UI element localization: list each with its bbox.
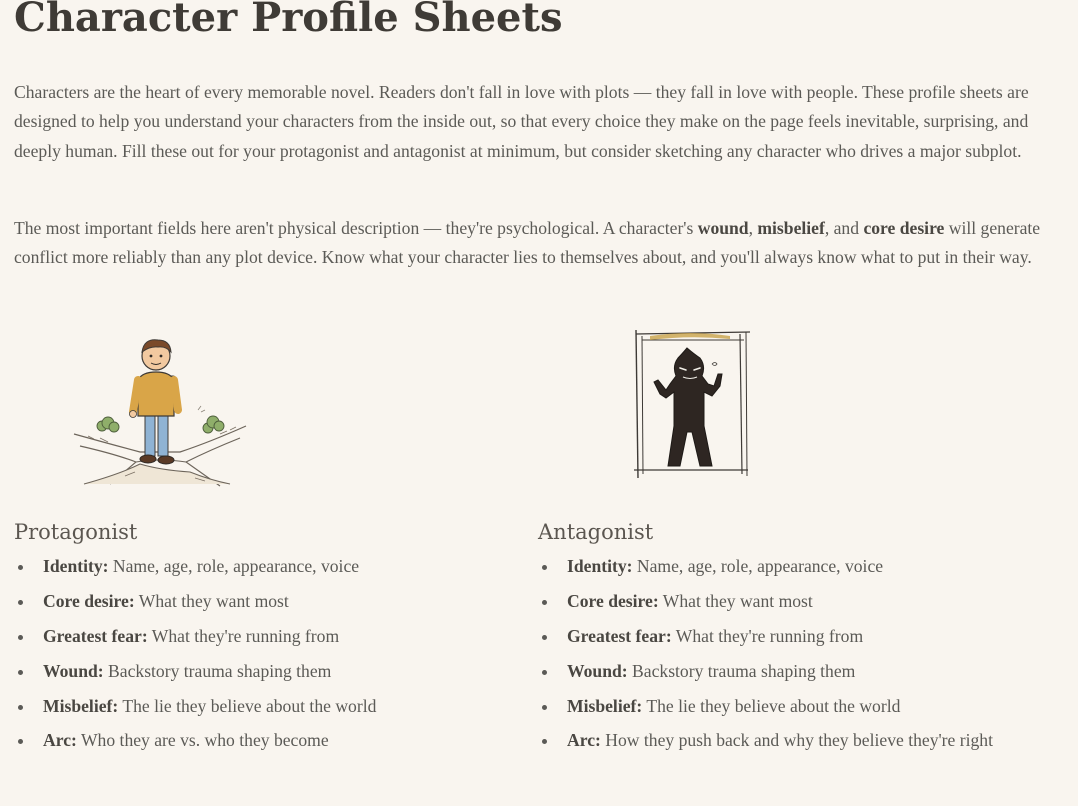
antagonist-heading: Antagonist (538, 520, 654, 544)
list-item (538, 657, 1058, 686)
protagonist-list (14, 552, 534, 756)
boy-at-crossroads-illustration (70, 334, 250, 494)
bullet (18, 705, 23, 710)
psych-text-4: will generate conflict more reliably than any plot device. Know what your character lies to themselves about, and you'll always know what to put in their way. (14, 218, 1041, 268)
list-item (538, 692, 1058, 721)
antagonist-list (538, 552, 1058, 756)
list-item (14, 657, 534, 686)
protagonist-section (14, 520, 534, 761)
field-value: What they want most (134, 590, 289, 611)
field-value: The lie they believe about the world (118, 695, 377, 716)
list-item (14, 552, 534, 581)
bullet (18, 565, 23, 570)
field-value: What they want most (658, 590, 813, 611)
bullet (542, 670, 547, 675)
field-value: Who they are vs. who they become (76, 730, 329, 751)
psychology-paragraph (14, 214, 1054, 273)
field-key: Misbelief: (567, 695, 643, 716)
field-key: Greatest fear: (567, 625, 672, 646)
list-item (14, 692, 534, 721)
bullet (18, 739, 23, 744)
psych-bold-misbelief: misbelief (757, 218, 825, 238)
field-value: Name, age, role, appearance, voice (632, 556, 884, 576)
list-item (14, 587, 534, 616)
field-key: Wound: (567, 660, 628, 681)
bullet (542, 565, 547, 570)
field-key: Greatest fear: (43, 625, 148, 646)
list-item (538, 587, 1058, 616)
field-key: Misbelief: (43, 695, 119, 716)
bullet (18, 635, 23, 640)
psych-text-2: , (748, 218, 758, 238)
field-value: How they push back and why they believe they're right (600, 730, 993, 751)
bullet (542, 600, 547, 605)
field-value: What they're running from (147, 625, 340, 646)
field-value: Name, age, role, appearance, voice (108, 556, 360, 576)
psych-text-3: , and (824, 218, 864, 238)
list-item (14, 622, 534, 651)
field-key: Identity: (567, 556, 633, 576)
list-item (14, 726, 534, 755)
bullet (542, 739, 547, 744)
field-key: Identity: (43, 556, 109, 576)
field-key: Arc: (567, 730, 601, 751)
shadow-figure-in-doorway-illustration (630, 328, 760, 480)
intro-paragraph: Characters are the heart of every memorable novel. Readers don't fall in love with plots — they fall in love with people. These profile sheets are designed to help you understand your characters from the inside out, so that every choice they make on the page feels inevitable, surprising, and deeply human. Fill these out for your protagonist and antagonist at minimum, but consider sketching any character who drives a major subplot. (14, 82, 1029, 161)
antagonist-section (538, 520, 1058, 761)
list-item (538, 726, 1058, 755)
bullet (542, 705, 547, 710)
protagonist-heading: Protagonist (14, 520, 138, 544)
field-value: Backstory trauma shaping them (627, 660, 856, 681)
page-title: Character Profile Sheets (14, 0, 563, 41)
field-key: Wound: (43, 660, 104, 681)
field-value: Backstory trauma shaping them (103, 660, 332, 681)
psych-bold-wound: wound (697, 218, 749, 238)
bullet (542, 635, 547, 640)
field-key: Arc: (43, 730, 77, 751)
field-value: The lie they believe about the world (642, 695, 901, 716)
list-item (538, 552, 1058, 581)
psych-text-1: The most important fields here aren't physical description — they're psychological. A character's (14, 218, 698, 238)
bullet (18, 600, 23, 605)
list-item (538, 622, 1058, 651)
field-key: Core desire: (567, 590, 659, 611)
bullet (18, 670, 23, 675)
field-key: Core desire: (43, 590, 135, 611)
field-value: What they're running from (671, 625, 864, 646)
psych-bold-core-desire: core desire (863, 218, 945, 238)
